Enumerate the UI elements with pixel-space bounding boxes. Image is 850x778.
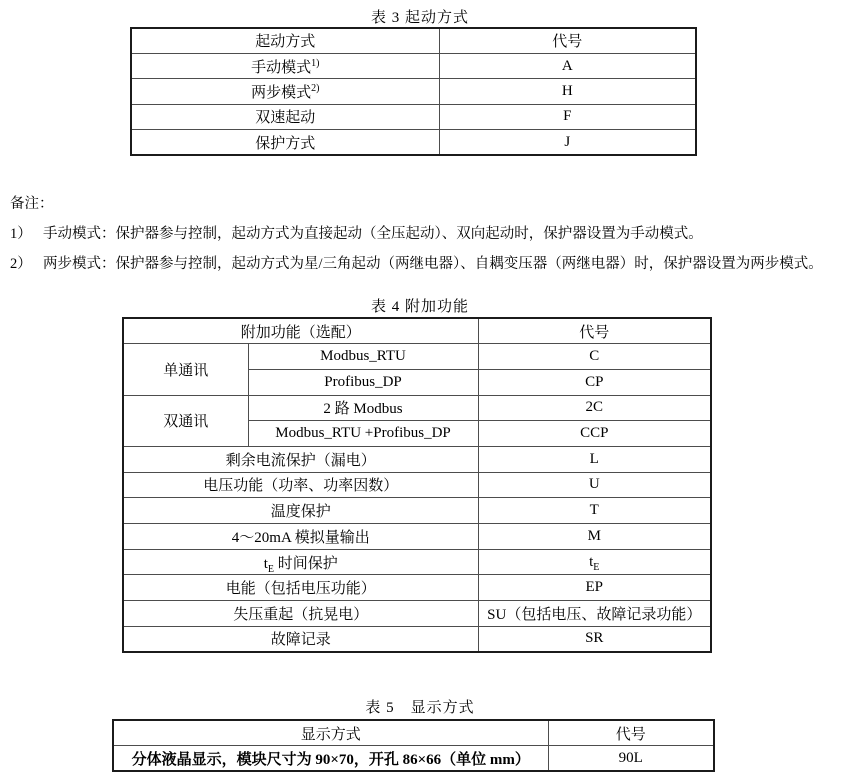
mode-cell: [131, 53, 439, 78]
table-row: [123, 344, 711, 370]
code-cell: 2C: [478, 395, 711, 421]
table3-start-modes: [130, 27, 697, 156]
table-row: [123, 601, 711, 627]
func-cell: 4～20mA 模拟量输出: [123, 524, 478, 550]
table5-header-code-cell: 代号: [548, 720, 714, 746]
func-cell: Modbus_RTU +Profibus_DP: [248, 421, 478, 447]
table-row: [131, 130, 696, 155]
mode-label: 保护方式: [255, 135, 316, 152]
func-cell: 电压功能（功率、功率因数）: [123, 472, 478, 498]
footnote-ref: 1): [311, 57, 320, 69]
mode-label: 双速起动: [255, 110, 316, 127]
func-cell: Profibus_DP: [248, 369, 478, 395]
table-row: [123, 524, 711, 550]
te-prefix: t: [263, 555, 268, 572]
te-prefix: t: [589, 553, 594, 570]
mode-cell: [131, 79, 439, 104]
code-cell: T: [478, 498, 711, 524]
table4-additional-functions: [122, 317, 712, 653]
table-row: [113, 746, 714, 772]
code-cell: EP: [478, 575, 711, 601]
func-cell: 温度保护: [123, 498, 478, 524]
te-subscript: E: [593, 561, 600, 573]
table-row: [131, 53, 696, 78]
func-cell: 故障记录: [123, 626, 478, 652]
table-row: [123, 498, 711, 524]
note-text: 手动模式：保护器参与控制，起动方式为直接起动（全压起动）、双向起动时，保护器设置为手动模式。: [43, 226, 703, 242]
func-cell-te: [123, 549, 478, 575]
table-row: [131, 79, 696, 104]
func-cell: 失压重起（抗晃电）: [123, 601, 478, 627]
display-desc-cell: 分体液晶显示，模块尺寸为 90×70，开孔 86×66（单位 mm）: [113, 746, 548, 772]
table-row: [123, 395, 711, 421]
func-cell: 2 路 Modbus: [248, 395, 478, 421]
note-text: 两步模式：保护器参与控制，起动方式为星/三角起动（两继电器）、自耦变压器（两继电器）时，保护器设置为两步模式。: [43, 256, 823, 272]
code-cell: F: [439, 104, 696, 129]
code-cell-te: [478, 549, 711, 575]
comm-group-cell: 双通讯: [123, 395, 248, 446]
func-cell: 电能（包括电压功能）: [123, 575, 478, 601]
code-cell: CP: [478, 369, 711, 395]
func-cell: 剩余电流保护（漏电）: [123, 446, 478, 472]
table-row: [123, 575, 711, 601]
mode-cell: [131, 104, 439, 129]
table4-header-code-cell: 代号: [478, 318, 711, 344]
note-item: [10, 249, 850, 279]
note-number: 1）: [10, 226, 32, 242]
note-number: 2）: [10, 256, 32, 272]
comm-group-cell: 单通讯: [123, 344, 248, 395]
code-cell: L: [478, 446, 711, 472]
mode-label: 手动模式: [251, 59, 312, 76]
table5-display-modes: [112, 719, 715, 772]
table-row: [123, 626, 711, 652]
table-row: [131, 104, 696, 129]
notes-section: [10, 189, 850, 279]
code-cell: CCP: [478, 421, 711, 447]
code-cell: U: [478, 472, 711, 498]
table-row: [131, 28, 696, 53]
te-rest: 时间保护: [274, 555, 338, 572]
code-cell: SR: [478, 626, 711, 652]
code-cell: H: [439, 79, 696, 104]
code-cell: SU（包括电压、故障记录功能）: [478, 601, 711, 627]
table4-title: 表 4 附加功能: [370, 299, 469, 315]
notes-label: 备注：: [10, 196, 54, 212]
code-cell: 90L: [548, 746, 714, 772]
table5-title: 表 5 显示方式: [365, 700, 475, 716]
code-cell: C: [478, 344, 711, 370]
note-item: [10, 219, 850, 249]
table3-title: 表 3 起动方式: [370, 10, 469, 26]
footnote-ref: 2): [311, 82, 320, 94]
table4-header-func-cell: 附加功能（选配）: [123, 318, 478, 344]
code-cell: A: [439, 53, 696, 78]
table-row: [113, 720, 714, 746]
mode-label: 两步模式: [251, 84, 312, 101]
table-row: [123, 318, 711, 344]
table3-header-code-cell: 代号: [439, 28, 696, 53]
table5-header-mode-cell: 显示方式: [113, 720, 548, 746]
mode-cell: [131, 130, 439, 155]
table-row: [123, 446, 711, 472]
table-row: [123, 472, 711, 498]
table3-header-mode-cell: 起动方式: [131, 28, 439, 53]
code-cell: J: [439, 130, 696, 155]
code-cell: M: [478, 524, 711, 550]
table-row: [123, 549, 711, 575]
te-subscript: E: [267, 563, 275, 575]
func-cell: Modbus_RTU: [248, 344, 478, 370]
